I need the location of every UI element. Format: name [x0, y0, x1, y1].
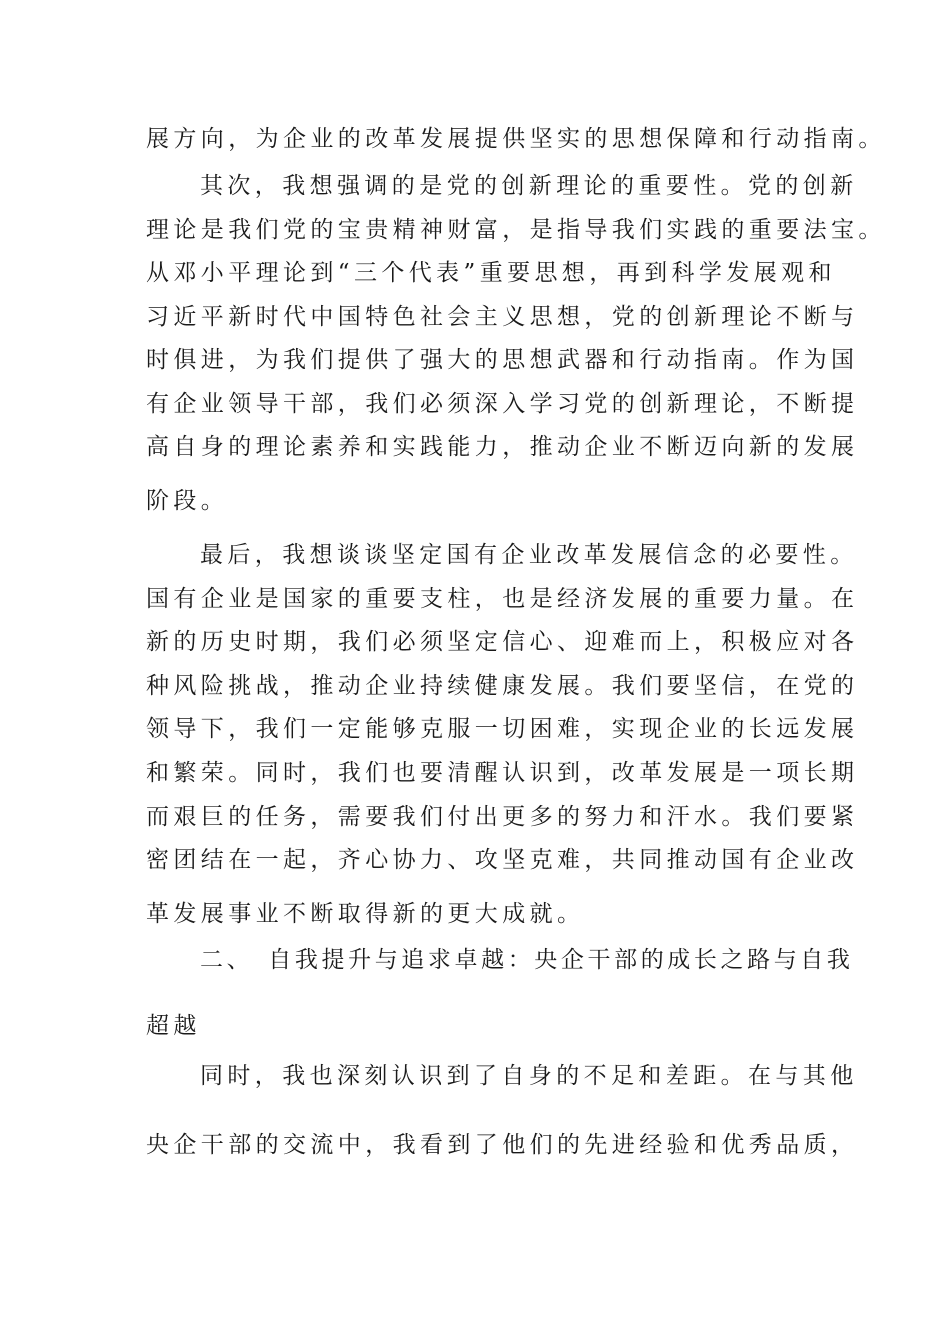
text-line: 阶段。 — [146, 488, 229, 514]
text-line: 革发展事业不断取得新的更大成就。 — [146, 901, 585, 927]
text-line: 而艰巨的任务，需要我们付出更多的努力和汗水。我们要紧 — [146, 804, 859, 830]
section-heading-continuation: 超越 — [146, 1013, 201, 1039]
text-line: 理论是我们党的宝贵精神财富，是指导我们实践的重要法宝。 — [146, 217, 886, 243]
text-line: 领导下，我们一定能够克服一切困难，实现企业的长远发展 — [146, 716, 859, 742]
text-line: 种风险挑战，推动企业持续健康发展。我们要坚信，在党的 — [146, 673, 859, 699]
text-line: 央企干部的交流中，我看到了他们的先进经验和优秀品质， — [146, 1132, 859, 1158]
text-line: 从邓小平理论到“三个代表”重要思想，再到科学发展观和 — [146, 260, 836, 286]
text-line: 展方向，为企业的改革发展提供坚实的思想保障和行动指南。 — [146, 126, 886, 152]
text-line: 习近平新时代中国特色社会主义思想，党的创新理论不断与 — [146, 304, 859, 330]
paragraph-start-line: 同时，我也深刻认识到了自身的不足和差距。在与其他 — [200, 1063, 858, 1089]
text-line: 高自身的理论素养和实践能力，推动企业不断迈向新的发展 — [146, 434, 859, 460]
section-heading: 二、 自我提升与追求卓越：央企干部的成长之路与自我 — [200, 947, 854, 973]
paragraph-start-line: 最后，我想谈谈坚定国有企业改革发展信念的必要性。 — [200, 542, 858, 568]
text-line: 时俱进，为我们提供了强大的思想武器和行动指南。作为国 — [146, 347, 859, 373]
text-line: 新的历史时期，我们必须坚定信心、迎难而上，积极应对各 — [146, 629, 859, 655]
text-line: 密团结在一起，齐心协力、攻坚克难，共同推动国有企业改 — [146, 847, 859, 873]
text-line: 和繁荣。同时，我们也要清醒认识到，改革发展是一项长期 — [146, 760, 859, 786]
text-line: 国有企业是国家的重要支柱，也是经济发展的重要力量。在 — [146, 586, 859, 612]
text-line: 有企业领导干部，我们必须深入学习党的创新理论，不断提 — [146, 391, 859, 417]
paragraph-start-line: 其次，我想强调的是党的创新理论的重要性。党的创新 — [200, 173, 858, 199]
